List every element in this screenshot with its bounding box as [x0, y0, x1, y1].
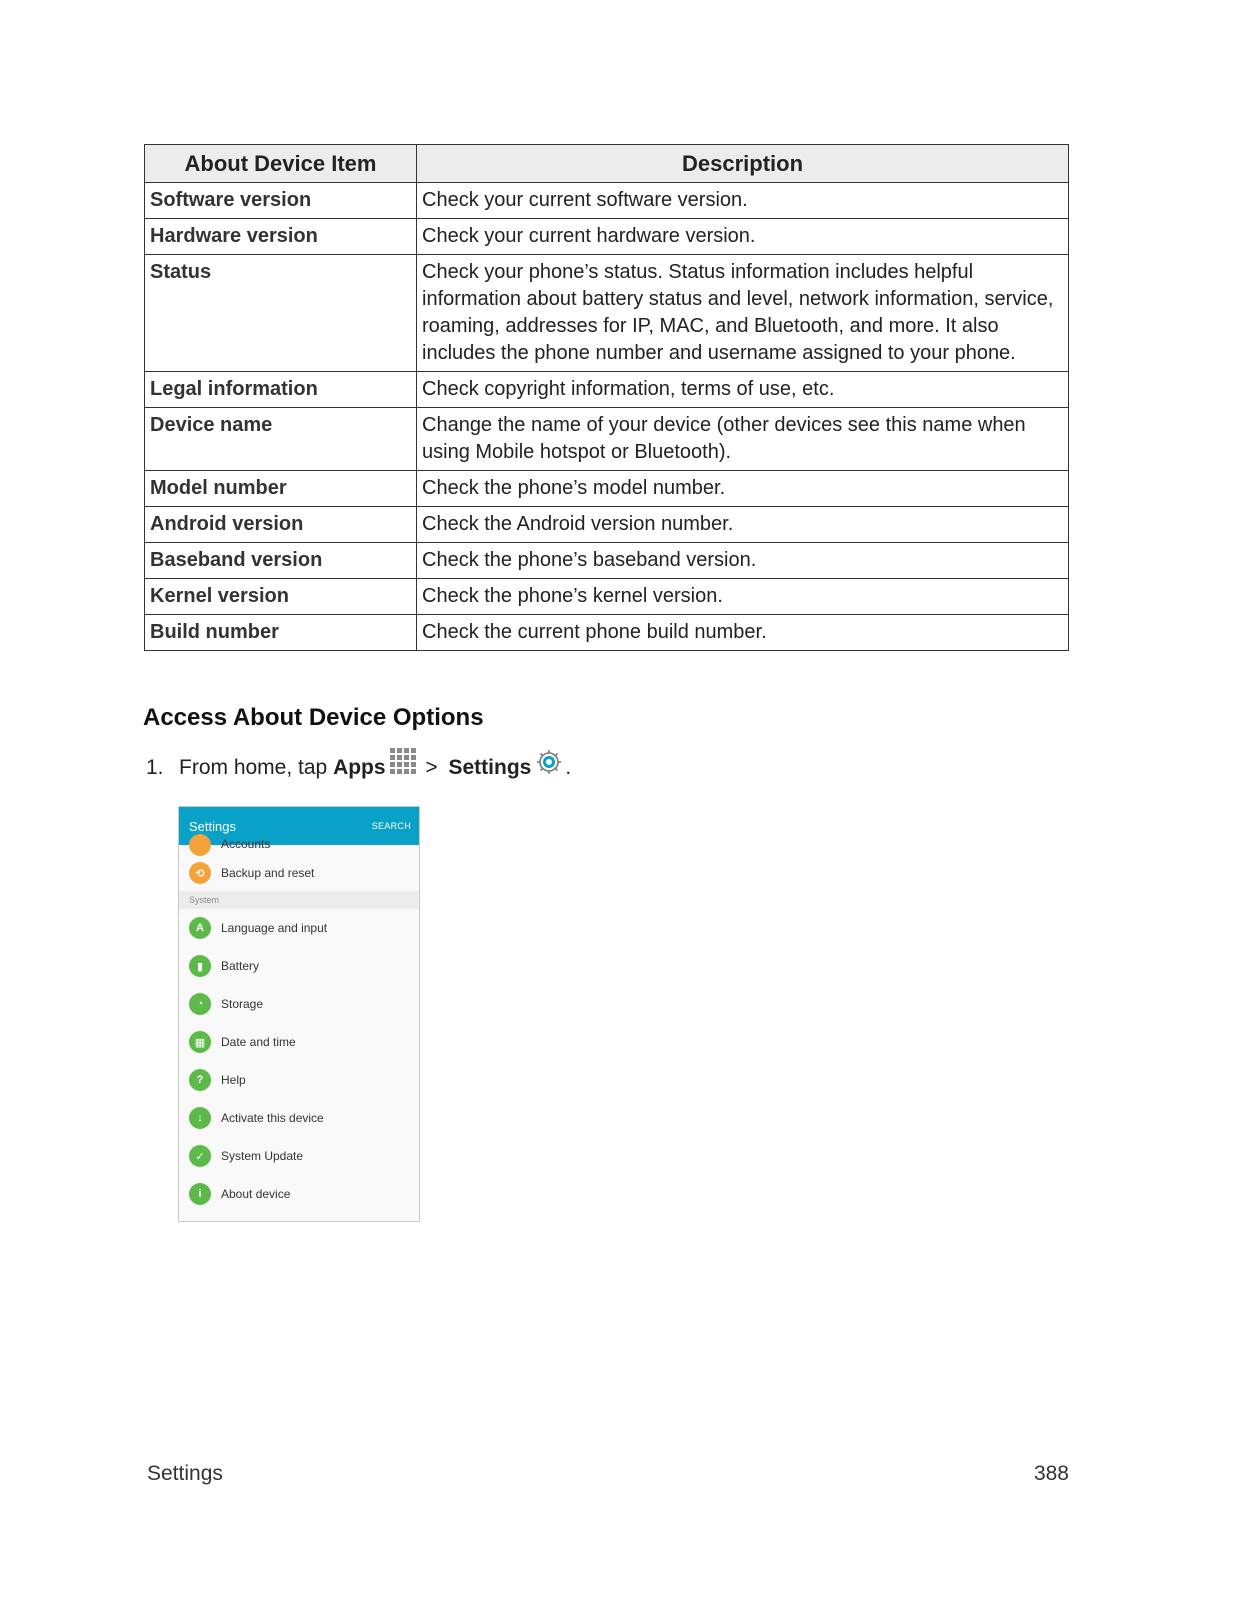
language-icon: A	[189, 917, 211, 939]
list-item[interactable]	[179, 1099, 419, 1137]
list-item-label: Language and input	[221, 921, 328, 935]
header-item: About Device Item	[145, 145, 417, 183]
list-item-accounts[interactable]	[179, 837, 419, 855]
table-row	[145, 183, 1069, 219]
table-row	[145, 471, 1069, 507]
row-item: Build number	[145, 615, 417, 651]
list-item-backup[interactable]	[179, 855, 419, 891]
row-item: Legal information	[145, 372, 417, 408]
row-description: Check the Android version number.	[417, 507, 1069, 543]
list-item-label: Accounts	[221, 837, 271, 851]
list-item-label: Help	[221, 1073, 246, 1087]
row-item: Status	[145, 255, 417, 372]
table-row	[145, 543, 1069, 579]
list-item-label: About device	[221, 1187, 291, 1201]
gear-icon	[535, 748, 563, 776]
row-item: Android version	[145, 507, 417, 543]
step-number: 1.	[146, 756, 164, 779]
list-item-label: Activate this device	[221, 1111, 324, 1125]
list-item-label: Battery	[221, 959, 260, 973]
row-item: Device name	[145, 408, 417, 471]
list-item[interactable]	[179, 909, 419, 947]
row-item: Kernel version	[145, 579, 417, 615]
accounts-icon	[189, 834, 211, 856]
page-number: 388	[1033, 1462, 1069, 1485]
storage-icon: ◔	[189, 993, 211, 1015]
row-description: Check the phone’s baseband version.	[417, 543, 1069, 579]
step-text: From home, tap	[179, 756, 334, 779]
table-row	[145, 255, 1069, 372]
list-item[interactable]	[179, 947, 419, 985]
list-item-label: Backup and reset	[221, 866, 315, 880]
settings-label: Settings	[448, 756, 532, 779]
table-header-row	[145, 145, 1069, 183]
help-icon: ?	[189, 1069, 211, 1091]
list-item[interactable]	[179, 1023, 419, 1061]
search-button[interactable]: SEARCH	[371, 821, 411, 831]
table-row	[145, 408, 1069, 471]
list-item[interactable]	[179, 1137, 419, 1175]
row-description: Check the current phone build number.	[417, 615, 1069, 651]
list-item-label: Storage	[221, 997, 264, 1011]
row-description: Check your current software version.	[417, 183, 1069, 219]
list-item[interactable]	[179, 985, 419, 1023]
row-item: Model number	[145, 471, 417, 507]
header-description: Description	[417, 145, 1069, 183]
list-item-label: System Update	[221, 1149, 304, 1163]
instruction-step	[146, 748, 571, 788]
list-item-label: Date and time	[221, 1035, 296, 1049]
battery-icon: ▮	[189, 955, 211, 977]
row-description: Check copyright information, terms of use, etc.	[417, 372, 1069, 408]
footer-section: Settings	[147, 1462, 223, 1485]
step-separator: >	[419, 756, 444, 779]
app-bar-title: Settings	[189, 818, 236, 834]
apps-grid-icon	[390, 748, 416, 774]
row-description: Check the phone’s kernel version.	[417, 579, 1069, 615]
table-row	[145, 615, 1069, 651]
list-item[interactable]	[179, 1175, 419, 1213]
table-row	[145, 579, 1069, 615]
row-description: Check your current hardware version.	[417, 219, 1069, 255]
row-description: Check your phone’s status. Status information includes helpful information about battery status and level, network information, service, roaming, addresses for IP, MAC, and Bluetooth, and more. It also includes the phone number and username assigned to your phone.	[417, 255, 1069, 372]
row-description: Check the phone’s model number.	[417, 471, 1069, 507]
group-header-system: System	[179, 891, 419, 909]
settings-app-bar	[179, 807, 419, 845]
apps-label: Apps	[333, 756, 386, 779]
calendar-icon: ▦	[189, 1031, 211, 1053]
backup-icon: ⟲	[189, 862, 211, 884]
table-row	[145, 372, 1069, 408]
info-icon: i	[189, 1183, 211, 1205]
table-row	[145, 507, 1069, 543]
phone-screenshot	[178, 806, 420, 1222]
row-item: Software version	[145, 183, 417, 219]
list-item[interactable]	[179, 1061, 419, 1099]
row-item: Baseband version	[145, 543, 417, 579]
row-description: Change the name of your device (other devices see this name when using Mobile hotspot or Bluetooth).	[417, 408, 1069, 471]
row-item: Hardware version	[145, 219, 417, 255]
about-device-table	[144, 144, 1069, 651]
section-heading: Access About Device Options	[143, 704, 484, 731]
activate-icon: ↓	[189, 1107, 211, 1129]
check-icon: ✓	[189, 1145, 211, 1167]
step-end: .	[565, 756, 572, 779]
table-row	[145, 219, 1069, 255]
